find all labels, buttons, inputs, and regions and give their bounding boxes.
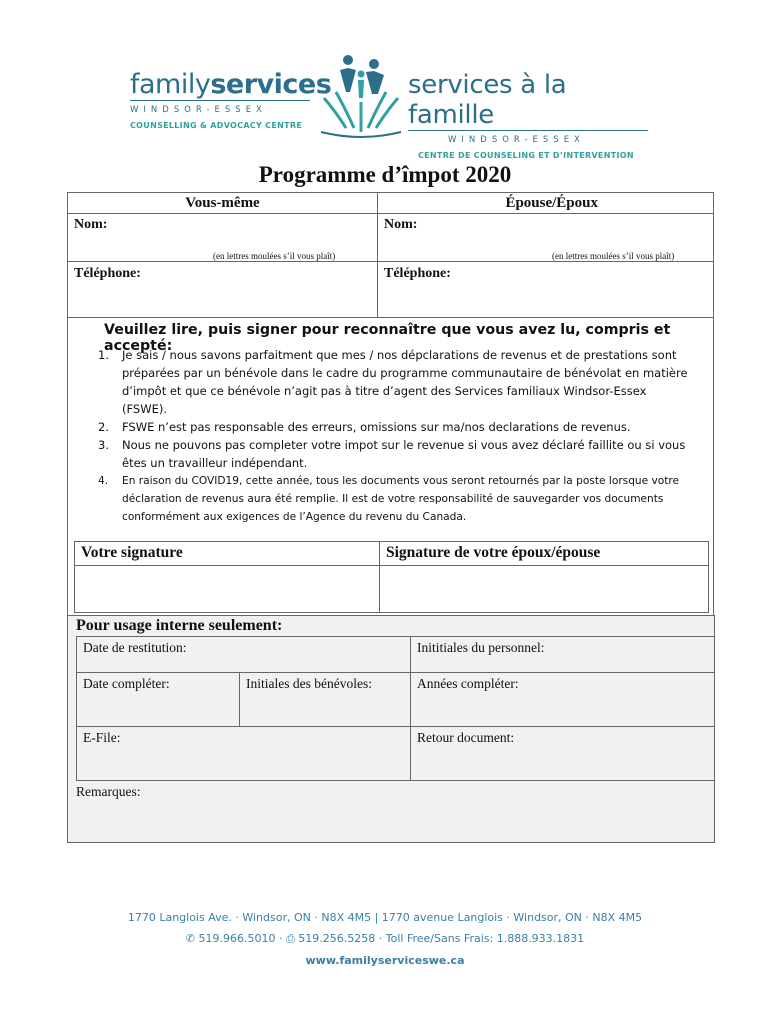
logo-en-region: WINDSOR-ESSEX <box>130 105 267 115</box>
col-header-self: Vous-même <box>185 195 260 211</box>
return-date-cell: Date de restitution: <box>76 636 411 673</box>
row-divider <box>75 565 708 566</box>
spouse-signature-label: Signature de votre époux/épouse <box>386 544 601 561</box>
footer-address: 1770 Langlois Ave. · Windsor, ON · N8X 4M5 | 1770 avenue Langlois · Windsor, ON · N8X 4M5 <box>127 911 643 924</box>
row-divider <box>68 213 713 214</box>
logo-fr-rule <box>408 130 648 131</box>
family-logo-icon <box>316 52 406 140</box>
name-hint-spouse: (en lettres moulées s’il vous plaît) <box>552 251 675 261</box>
efile-cell: E-File: <box>76 726 411 781</box>
logo-fr-brand: services à la famille <box>408 70 567 130</box>
logo-en-rule <box>130 100 310 101</box>
phone-label-spouse: Téléphone: <box>384 266 451 281</box>
name-label-spouse: Nom: <box>384 217 418 232</box>
logo-en-tagline: COUNSELLING & ADVOCACY CENTRE <box>130 121 303 130</box>
your-signature-label: Votre signature <box>81 544 183 561</box>
logo-en-brand: familyservices <box>130 69 332 100</box>
internal-use-section <box>67 615 715 843</box>
acknowledgement-heading: Veuillez lire, puis signer pour reconnaître que vous avez lu, compris et accepté: <box>104 322 671 354</box>
name-hint-self: (en lettres moulées s’il vous plaît) <box>213 251 336 261</box>
logo-services-famille <box>408 70 648 160</box>
name-label-self: Nom: <box>74 217 108 232</box>
acknowledgement-list <box>98 346 688 526</box>
signature-table <box>74 541 709 613</box>
applicant-table <box>67 192 714 318</box>
footer-phones: ✆ 519.966.5010 · ⎙ 519.256.5258 · Toll Free/Sans Frais: 1.888.933.1831 <box>185 932 585 945</box>
footer-website: www.familyserviceswe.ca <box>305 954 465 967</box>
column-divider <box>379 542 380 613</box>
return-document-cell: Retour document: <box>410 726 715 781</box>
volunteer-initials-cell: Initiales des bénévoles: <box>239 672 411 727</box>
list-item: 2. FSWE n’est pas responsable des erreurs, omissions sur ma/nos declarations de revenus. <box>98 420 631 434</box>
phone-label-self: Téléphone: <box>74 266 141 281</box>
col-header-spouse: Épouse/Époux <box>505 195 598 211</box>
list-item: 4. En raison du COVID19, cette année, tous les documents vous seront retournés par la poste lorsque votre déclaration de revenus aura été remplie. Il est de votre responsabilité de sauvegarder vos documents conformément aux exigences de l’Agence du revenu du Canada. <box>98 475 680 523</box>
date-completed-cell: Date compléter: <box>76 672 240 727</box>
remarks-label: Remarques: <box>76 784 141 799</box>
logo-fr-region: WINDSOR-ESSEX <box>448 135 585 145</box>
years-completed-cell: Années compléter: <box>410 672 715 727</box>
list-item: 1. Je sais / nous savons parfaitment que mes / nos dépclarations de revenus et de prestations sont préparées par un bénévole dans le cadre du programme communautaire de bénévolat en matière d’impôt et que ce bénévole n’agit pas à titre d’agent des Services familiaux Windsor-Essex (FSWE). <box>98 348 688 416</box>
logo-fr-tagline: CENTRE DE COUNSELING ET D’INTERVENTION <box>418 151 634 160</box>
staff-initials-cell: Inititiales du personnel: <box>410 636 715 673</box>
list-item: 3. Nous ne pouvons pas completer votre impot sur le revenue si vous avez déclaré faillite ou si vous êtes un travailleur indépendant. <box>98 438 686 470</box>
internal-use-title: Pour usage interne seulement: <box>76 617 283 634</box>
logo-family-services <box>130 69 332 130</box>
page-title: Programme d’împot 2020 <box>258 162 512 187</box>
row-divider <box>68 261 713 262</box>
